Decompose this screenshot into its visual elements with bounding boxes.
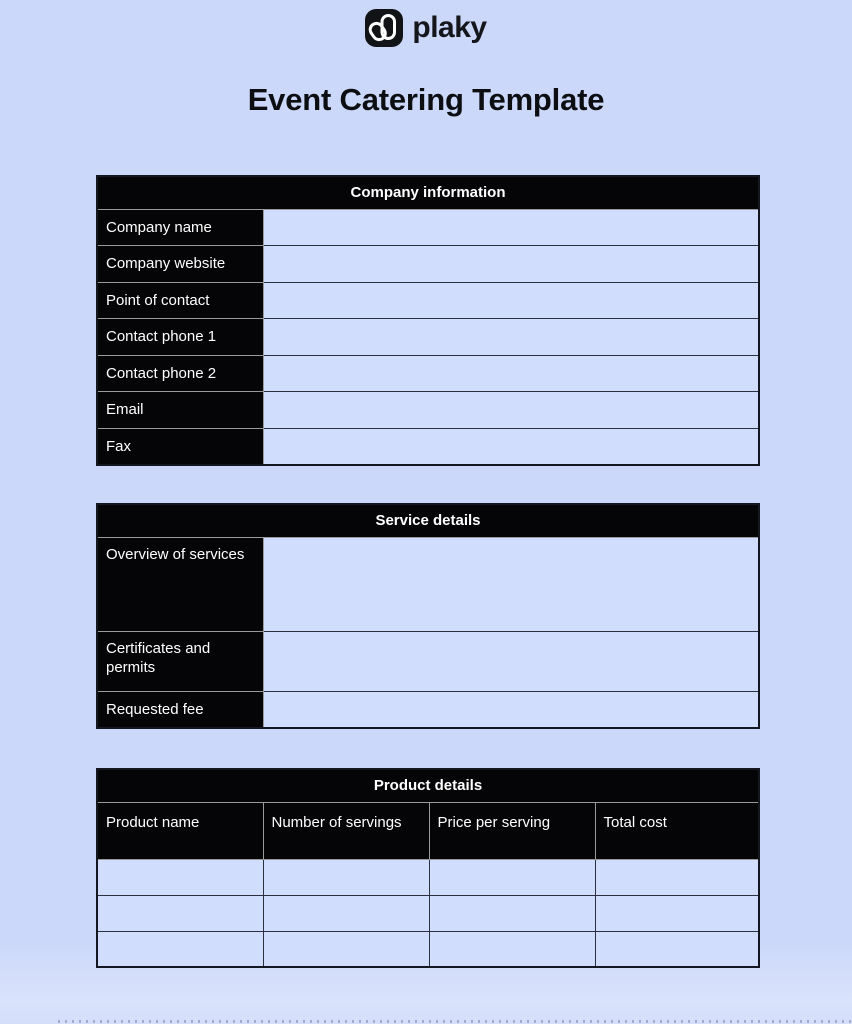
field-number-of-servings-2[interactable]	[263, 895, 429, 931]
company-information-table	[96, 175, 760, 466]
service-details-table	[96, 503, 760, 729]
field-product-name-3[interactable]	[97, 931, 263, 967]
table-section-header-row	[97, 176, 759, 209]
column-header-price-per-serving: Price per serving	[429, 802, 595, 859]
field-price-per-serving-3[interactable]	[429, 931, 595, 967]
product-details-header: Product details	[97, 769, 759, 802]
table-row	[97, 428, 759, 465]
field-total-cost-1[interactable]	[595, 859, 759, 895]
field-contact-phone-1[interactable]	[263, 319, 759, 356]
row-label-certificates-and-permits: Certificates and permits	[97, 631, 263, 691]
brand-wordmark: plaky	[412, 11, 487, 44]
table-row	[97, 691, 759, 728]
field-product-name-1[interactable]	[97, 859, 263, 895]
field-price-per-serving-1[interactable]	[429, 859, 595, 895]
field-company-website[interactable]	[263, 246, 759, 283]
product-columns-row	[97, 802, 759, 859]
table-row	[97, 631, 759, 691]
page-title: Event Catering Template	[247, 82, 605, 117]
row-label-overview-of-services: Overview of services	[97, 537, 263, 631]
table-row	[97, 859, 759, 895]
product-details-table	[96, 768, 760, 968]
table-section-header-row	[97, 769, 759, 802]
plaky-logo-icon	[365, 9, 403, 47]
table-row	[97, 392, 759, 429]
row-label-fax: Fax	[97, 428, 263, 465]
field-requested-fee[interactable]	[263, 691, 759, 728]
row-label-contact-phone-1: Contact phone 1	[97, 319, 263, 356]
field-overview-of-services[interactable]	[263, 537, 759, 631]
field-fax[interactable]	[263, 428, 759, 465]
field-total-cost-2[interactable]	[595, 895, 759, 931]
table-section-header-row	[97, 504, 759, 537]
column-header-product-name: Product name	[97, 802, 263, 859]
table-row	[97, 895, 759, 931]
column-header-total-cost: Total cost	[595, 802, 759, 859]
row-label-contact-phone-2: Contact phone 2	[97, 355, 263, 392]
table-row	[97, 319, 759, 356]
field-certificates-and-permits[interactable]	[263, 631, 759, 691]
table-row	[97, 931, 759, 967]
field-email[interactable]	[263, 392, 759, 429]
brand-logo	[0, 9, 852, 47]
table-row	[97, 355, 759, 392]
row-label-point-of-contact: Point of contact	[97, 282, 263, 319]
table-row	[97, 537, 759, 631]
row-label-company-website: Company website	[97, 246, 263, 283]
row-label-requested-fee: Requested fee	[97, 691, 263, 728]
table-row	[97, 282, 759, 319]
field-point-of-contact[interactable]	[263, 282, 759, 319]
field-product-name-2[interactable]	[97, 895, 263, 931]
field-number-of-servings-3[interactable]	[263, 931, 429, 967]
table-row	[97, 209, 759, 246]
field-total-cost-3[interactable]	[595, 931, 759, 967]
column-header-number-of-servings: Number of servings	[263, 802, 429, 859]
table-row	[97, 246, 759, 283]
row-label-email: Email	[97, 392, 263, 429]
field-price-per-serving-2[interactable]	[429, 895, 595, 931]
row-label-company-name: Company name	[97, 209, 263, 246]
service-details-header: Service details	[97, 504, 759, 537]
field-company-name[interactable]	[263, 209, 759, 246]
field-number-of-servings-1[interactable]	[263, 859, 429, 895]
field-contact-phone-2[interactable]	[263, 355, 759, 392]
clipped-text-line	[58, 1020, 852, 1023]
company-information-header: Company information	[97, 176, 759, 209]
